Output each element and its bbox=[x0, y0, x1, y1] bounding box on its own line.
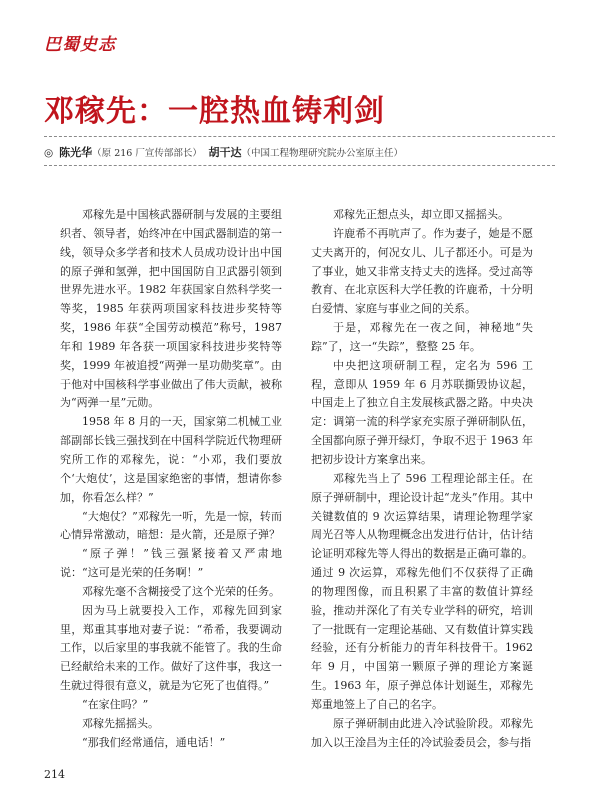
author-2-role: （中国工程物理研究院办公室原主任） bbox=[241, 148, 404, 159]
article-title: 邓稼先：一腔热血铸利剑 bbox=[44, 94, 385, 129]
body-column-left bbox=[60, 206, 282, 752]
body-column-right bbox=[311, 206, 533, 752]
author-line bbox=[44, 144, 564, 160]
author-2-name: 胡干达 bbox=[208, 146, 242, 159]
section-label: 巴蜀史志 bbox=[44, 35, 116, 55]
paragraph: 邓稼先正想点头，却立即又摇摇头。 bbox=[333, 208, 509, 221]
paragraph: 1958 年 8 月的一天，国家第二机械工业部副部长钱三强找到在中国科学院近代物理研究所工作的邓稼先，说：“小邓，我们要放个‘大炮仗’，这是国家绝密的事情，想请你参加，你看怎么样？” bbox=[60, 415, 282, 504]
paragraph: 邓稼先摇摇头。 bbox=[82, 716, 159, 730]
paragraph: 原子弹研制由此进入冷试验阶段。邓稼先加入以王淦昌为主任的冷试验委员会，参与指 bbox=[311, 716, 533, 749]
paragraph: “原子弹！”钱三强紧接着又严肃地说：“这可是光荣的任务啊！” bbox=[60, 547, 282, 580]
paragraph: “大炮仗？”邓稼先一听，先是一惊，转而心情异常激动，暗想：是火箭，还是原子弹？ bbox=[60, 509, 282, 542]
page-number: 214 bbox=[44, 768, 65, 781]
paragraph: 许鹿希不再吭声了。作为妻子，她是不愿丈夫离开的，何况女儿、儿子都还小。可是为了事业，她又非常支持丈夫的选择。受过高等教育、在北京医科大学任教的许鹿希，十分明白爱情、家庭与事业之间的关系。 bbox=[311, 226, 533, 316]
bullet-icon: ◎ bbox=[44, 147, 54, 159]
paragraph: 邓稼先毫不含糊接受了这个光荣的任务。 bbox=[82, 584, 280, 598]
author-1-role: （原 216 厂宣传部部长） bbox=[92, 148, 202, 159]
paragraph: 因为马上就要投入工作，邓稼先回到家里，郑重其事地对妻子说：“希希，我要调动工作，以后家里的事我就不能管了。我的生命已经献给未来的工作。做好了这件事，我这一生就过得很有意义，就是为它死了也值得。” bbox=[60, 603, 282, 693]
paragraph: 邓稼先当上了 596 工程理论部主任。在原子弹研制中，理论设计起“龙头”作用。其中关键数值的 9 次运算结果，请理论物理学家周光召等人从物理概念出发进行估计，估计结论证明邓稼先等人得出的数据是正确可靠的。通过 9 次运算，邓稼先他们不仅获得了正确的物理图像，而且积累了丰富的数值计算经验，推动并深化了有关专业学科的研究，培训了一批既有一定理论基础、又有数值计算实践经验，还有分析能力的青年科技骨干。1962 年 9 月，中国第一颗原子弹的理论方案诞生。1963 年，原子弹总体计划诞生，邓稼先郑重地签上了自己的名字。 bbox=[311, 471, 533, 711]
author-1-name: 陈光华 bbox=[59, 146, 93, 159]
divider-bottom bbox=[44, 165, 555, 166]
paragraph: “那我们经常通信，通电话！” bbox=[82, 735, 226, 749]
paragraph: 于是，邓稼先在一夜之间，神秘地“失踪”了，这一“失踪”，整整 25 年。 bbox=[311, 321, 533, 353]
paragraph: 邓稼先是中国核武器研制与发展的主要组织者、领导者，始终冲在中国武器制造的第一线，领导众多学者和技术人员成功设计出中国的原子弹和氢弹，把中国国防自卫武器引领到世界先进水平。1982 年获国家自然科学奖一等奖，1985 年获两项国家科技进步奖特等奖，1986 年获“全国劳动模范”称号，1987 年和 1989 年各获一项国家科技进步奖特等奖，1999 年被追授“两弹一星功勋奖章”。由于他对中国核科学事业做出了伟大贡献，被称为“两弹一星”元勋。 bbox=[60, 208, 282, 410]
divider-top bbox=[44, 136, 555, 137]
paragraph: 中央把这项研制工程，定名为 596 工程，意即从 1959 年 6 月苏联撕毁协议起，中国走上了独立自主发展核武器之路。中央决定：调第一流的科学家充实原子弹研制队伍，全国都向原子弹开绿灯，争取不迟于 1963 年把初步设计方案拿出来。 bbox=[311, 358, 533, 466]
paragraph: “在家住吗？” bbox=[82, 697, 149, 711]
